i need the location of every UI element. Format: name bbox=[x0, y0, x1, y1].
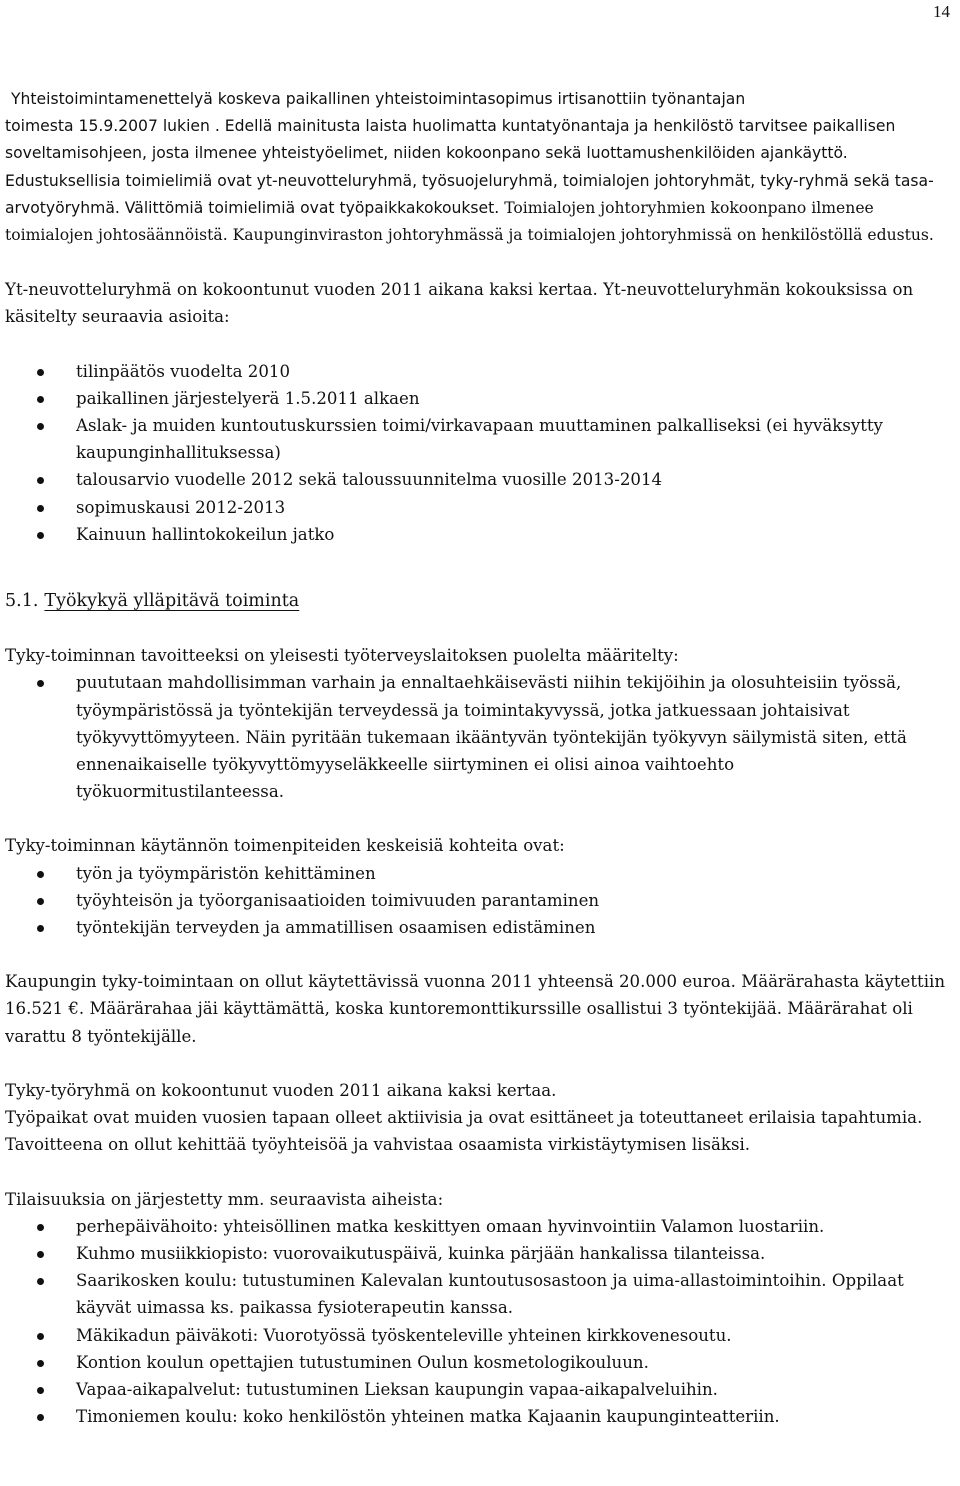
bullet-icon bbox=[37, 680, 44, 687]
bullet-icon bbox=[37, 505, 44, 512]
intro-serif-tail: Toimialojen johtoryhmien kokoonpano ilmenee toimialojen johtosäännöistä. Kaupunginviraston johtoryhmässä ja toimialojen johtoryhmissä on henkilöstöllä edustus. bbox=[5, 198, 934, 245]
bullet-icon bbox=[37, 1360, 44, 1367]
list-item: paikallinen järjestelyerä 1.5.2011 alkaen bbox=[5, 385, 947, 412]
list-item: Kuhmo musiikkiopisto: vuorovaikutuspäivä, kuinka pärjään hankalissa tilanteissa. bbox=[5, 1240, 947, 1267]
list-item: Aslak- ja muiden kuntoutuskurssien toimi/virkavapaan muuttaminen palkalliseksi (ei hyväksytty kaupunginhallituksessa) bbox=[5, 412, 947, 466]
list-item: Saarikosken koulu: tutustuminen Kalevalan kuntoutusosastoon ja uima-allastoimintoihin. Oppilaat käyvät uimassa ks. paikassa fysioterapeutin kanssa. bbox=[5, 1267, 947, 1321]
tyky-goal-intro: Tyky-toiminnan tavoitteeksi on yleisesti työterveyslaitoksen puolelta määritelty: bbox=[5, 646, 679, 666]
bullet-icon bbox=[37, 1251, 44, 1258]
list-item: Kontion koulun opettajien tutustuminen Oulun kosmetologikouluun. bbox=[5, 1349, 947, 1376]
bullet-icon bbox=[37, 1414, 44, 1421]
document-body bbox=[5, 86, 947, 1430]
tyky-measures-intro: Tyky-toiminnan käytännön toimenpiteiden keskeisiä kohteita ovat: bbox=[5, 836, 565, 856]
tyky-workplaces-paragraph: Työpaikat ovat muiden vuosien tapaan olleet aktiivisia ja ovat esittäneet ja toteuttaneet erilaisia tapahtumia. Tavoitteena on ollut kehittää työyhteisöä ja vahvistaa osaamista virkistäytymisen lisäksi. bbox=[5, 1108, 923, 1155]
list-item: talousarvio vuodelle 2012 sekä taloussuunnitelma vuosille 2013-2014 bbox=[5, 466, 947, 493]
list-item: puututaan mahdollisimman varhain ja ennaltaehkäisevästi niihin tekijöihin ja olosuhteisiin työssä, työympäristössä ja työntekijän terveydessä ja toimintakyvyssä, jotka jatkuessaan johtaisivat työkyvyttömyyteen. Näin pyritään tukemaan ikääntyvän työntekijän työkyvyn säilymistä siten, että ennenaikaiselle työkyvyttömyyseläkkeelle siirtyminen ei olisi ainoa vaihtoehto työkuormitustilanteessa. bbox=[5, 669, 947, 805]
bullet-icon bbox=[37, 369, 44, 376]
intro-first-line: Yhteistoimintamenettelyä koskeva paikallinen yhteistoimintasopimus irtisanottiin työnantajan bbox=[11, 90, 746, 108]
list-item: työn ja työympäristön kehittäminen bbox=[5, 860, 947, 887]
list-item: Mäkikadun päiväkoti: Vuorotyössä työskenteleville yhteinen kirkkovenesoutu. bbox=[5, 1322, 947, 1349]
yt-paragraph: Yt-neuvotteluryhmä on kokoontunut vuoden 2011 aikana kaksi kertaa. Yt-neuvotteluryhmän kokouksissa on käsitelty seuraavia asioita: bbox=[5, 280, 914, 327]
list-item: Kainuun hallintokokeilun jatko bbox=[5, 521, 947, 548]
bullet-icon bbox=[37, 898, 44, 905]
bullet-icon bbox=[37, 1387, 44, 1394]
tyky-goal-list bbox=[5, 669, 947, 805]
page-number: 14 bbox=[933, 2, 950, 21]
bullet-icon bbox=[37, 1333, 44, 1340]
list-item: perhepäivähoito: yhteisöllinen matka keskittyen omaan hyvinvointiin Valamon luostariin. bbox=[5, 1213, 947, 1240]
list-item: tilinpäätös vuodelta 2010 bbox=[5, 358, 947, 385]
intro-paragraph bbox=[5, 86, 947, 249]
tyky-events-intro: Tilaisuuksia on järjestetty mm. seuraavista aiheista: bbox=[5, 1189, 444, 1209]
list-item: sopimuskausi 2012-2013 bbox=[5, 494, 947, 521]
bullet-icon bbox=[37, 423, 44, 430]
section-number: 5.1. bbox=[5, 591, 39, 612]
bullet-icon bbox=[37, 871, 44, 878]
tyky-group-meetings: Tyky-työryhmä on kokoontunut vuoden 2011 aikana kaksi kertaa. bbox=[5, 1080, 557, 1100]
tyky-budget-paragraph: Kaupungin tyky-toimintaan on ollut käytettävissä vuonna 2011 yhteensä 20.000 euroa. Määrärahasta käytettiin 16.521 €. Määrärahaa jäi käyttämättä, koska kuntoremonttikurssille osallistui 3 työntekijää. Määrärahat oli varattu 8 työntekijälle. bbox=[5, 972, 946, 1046]
list-item: Timoniemen koulu: koko henkilöstön yhteinen matka Kajaanin kaupunginteatteriin. bbox=[5, 1403, 947, 1430]
bullet-icon bbox=[37, 925, 44, 932]
intro-text: toimesta 15.9.2007 lukien . Edellä mainitusta laista huolimatta kuntatyönantaja ja henkilöstö tarvitsee paikallisen soveltamisohjeen, josta ilmenee yhteistyöelimet, niiden kokoonpano sekä luottamushenkilöiden ajankäyttö. Edustuksellisia toimielimiä ovat yt-neuvotteluryhmä, työsuojeluryhmä, toimialojen johtoryhmät, tyky-ryhmä sekä tasa-arvotyöryhmä. Välittömiä toimielimiä ovat työpaikkakokoukset. bbox=[5, 117, 934, 217]
bullet-icon bbox=[37, 396, 44, 403]
list-item: työntekijän terveyden ja ammatillisen osaamisen edistäminen bbox=[5, 914, 947, 941]
section-heading bbox=[5, 588, 947, 615]
bullet-icon bbox=[37, 1224, 44, 1231]
bullet-icon bbox=[37, 532, 44, 539]
tyky-measures-list bbox=[5, 860, 947, 942]
bullet-icon bbox=[37, 477, 44, 484]
bullet-icon bbox=[37, 1278, 44, 1285]
list-item: työyhteisön ja työorganisaatioiden toimivuuden parantaminen bbox=[5, 887, 947, 914]
list-item: Vapaa-aikapalvelut: tutustuminen Lieksan kaupungin vapaa-aikapalveluihin. bbox=[5, 1376, 947, 1403]
yt-topics-list bbox=[5, 358, 947, 548]
section-title: Työkykyä ylläpitävä toiminta bbox=[44, 591, 300, 612]
tyky-events-list bbox=[5, 1213, 947, 1431]
